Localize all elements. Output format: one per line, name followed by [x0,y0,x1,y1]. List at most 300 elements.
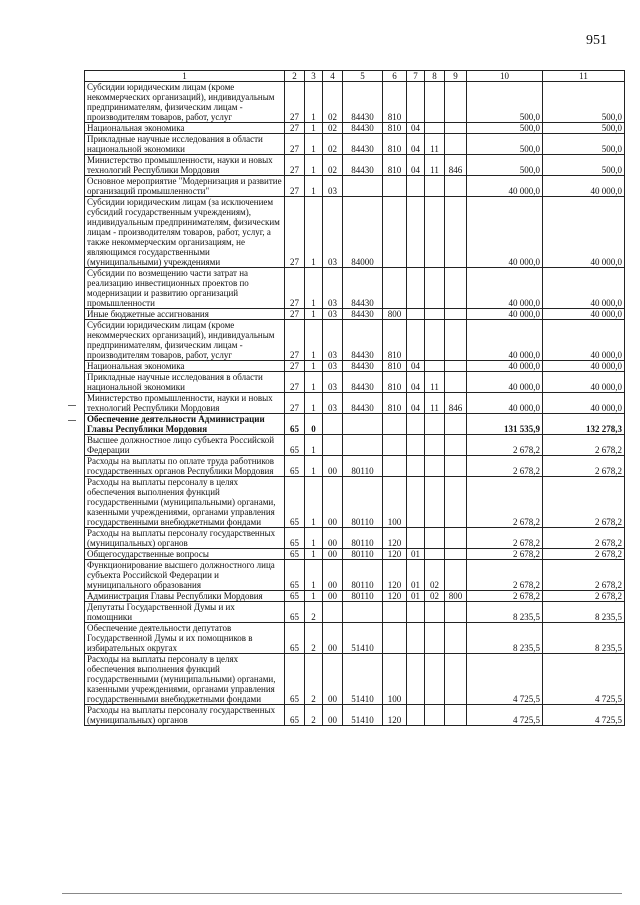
table-cell: 120 [383,549,407,560]
table-cell: 40 000,0 [467,361,543,372]
table-cell: 1 [305,82,323,123]
table-cell: 4 725,5 [467,705,543,726]
table-cell: 00 [323,705,343,726]
table-cell: 27 [285,320,305,361]
table-cell: 65 [285,477,305,528]
table-cell: 132 278,3 [543,414,625,435]
table-cell [323,414,343,435]
table-cell: 2 678,2 [467,477,543,528]
table-cell: 04 [407,372,425,393]
table-row [85,623,625,654]
table-cell: 1 [305,372,323,393]
table-cell: 2 [305,705,323,726]
table-cell: 02 [425,591,445,602]
table-cell [383,268,407,309]
row-label: Обеспечение деятельности депутатов Государственной Думы и их помощников в избирательных округах [85,623,285,654]
table-cell: 2 678,2 [543,591,625,602]
table-cell: 84430 [343,309,383,320]
table-cell: 03 [323,372,343,393]
table-cell [445,268,467,309]
row-label: Субсидии по возмещению части затрат на реализацию инвестиционных проектов по модернизации и развитию организаций промышленности [85,268,285,309]
table-cell [407,435,425,456]
table-cell: 1 [305,197,323,268]
table-row [85,372,625,393]
table-cell [407,602,425,623]
table-row [85,82,625,123]
table-cell: 120 [383,528,407,549]
table-cell: 11 [425,155,445,176]
table-cell: 27 [285,176,305,197]
table-cell [407,477,425,528]
table-row [85,477,625,528]
table-cell: 80110 [343,560,383,591]
row-label: Общегосударственные вопросы [85,549,285,560]
table-cell: 120 [383,591,407,602]
table-cell: 84430 [343,134,383,155]
table-row [85,268,625,309]
table-cell: 40 000,0 [467,197,543,268]
table-cell [407,654,425,705]
table-cell: 65 [285,623,305,654]
table-cell [407,82,425,123]
table-cell: 2 678,2 [467,591,543,602]
table-cell: 500,0 [543,134,625,155]
table-cell: 120 [383,560,407,591]
table-cell: 04 [407,361,425,372]
table-row [85,528,625,549]
margin-mark [68,405,76,406]
column-header: 4 [323,71,343,82]
table-cell [445,309,467,320]
column-header: 1 [85,71,285,82]
table-cell: 84430 [343,320,383,361]
table-cell: 00 [323,654,343,705]
table-cell: 27 [285,361,305,372]
table-cell: 27 [285,155,305,176]
row-label: Администрация Главы Республики Мордовия [85,591,285,602]
table-cell: 8 235,5 [467,623,543,654]
table-cell: 500,0 [543,82,625,123]
table-cell: 00 [323,623,343,654]
table-cell [425,435,445,456]
table-cell: 120 [383,705,407,726]
table-cell: 27 [285,393,305,414]
row-label: Субсидии юридическим лицам (кроме некоммерческих организаций), индивидуальным предпринимателям, физическим лицам - производителям товаров, работ, услуг [85,82,285,123]
table-row [85,602,625,623]
table-cell: 40 000,0 [543,197,625,268]
table-cell [445,82,467,123]
table-cell [445,528,467,549]
table-cell: 00 [323,591,343,602]
row-label: Министерство промышленности, науки и новых технологий Республики Мордовия [85,393,285,414]
table-cell: 80110 [343,477,383,528]
table-cell: 4 725,5 [543,705,625,726]
table-cell: 40 000,0 [467,309,543,320]
table-cell: 65 [285,654,305,705]
table-row [85,654,625,705]
table-cell: 01 [407,549,425,560]
table-cell: 80110 [343,549,383,560]
table-cell: 27 [285,134,305,155]
table-cell: 2 [305,623,323,654]
margin-mark [68,420,76,421]
table-cell: 810 [383,372,407,393]
table-cell: 1 [305,155,323,176]
table-cell: 04 [407,155,425,176]
table-cell: 40 000,0 [543,309,625,320]
table-cell [407,268,425,309]
table-cell: 1 [305,435,323,456]
table-cell: 80110 [343,528,383,549]
table-cell: 65 [285,560,305,591]
table-cell: 40 000,0 [467,176,543,197]
table-cell [383,176,407,197]
table-cell: 1 [305,549,323,560]
table-cell [425,602,445,623]
table-cell: 40 000,0 [543,361,625,372]
table-cell [425,623,445,654]
table-cell [383,623,407,654]
table-cell [407,176,425,197]
table-cell [445,197,467,268]
table-cell [445,705,467,726]
column-header: 9 [445,71,467,82]
table-cell: 40 000,0 [543,268,625,309]
table-cell: 40 000,0 [467,393,543,414]
table-cell: 500,0 [543,155,625,176]
table-cell [445,320,467,361]
table-cell: 810 [383,123,407,134]
table-row [85,176,625,197]
table-cell: 8 235,5 [543,602,625,623]
table-cell [445,134,467,155]
table-row [85,549,625,560]
table-cell [383,197,407,268]
table-cell [343,602,383,623]
column-header: 11 [543,71,625,82]
table-row [85,361,625,372]
table-cell: 80110 [343,591,383,602]
table-cell: 03 [323,268,343,309]
table-cell [425,456,445,477]
table-cell [407,705,425,726]
table-row [85,560,625,591]
table-cell [343,176,383,197]
table-cell: 01 [407,560,425,591]
table-cell: 810 [383,320,407,361]
table-cell: 03 [323,393,343,414]
table-cell: 40 000,0 [543,176,625,197]
row-label: Национальная экономика [85,361,285,372]
table-cell: 84430 [343,372,383,393]
table-cell [407,623,425,654]
table-cell: 11 [425,372,445,393]
table-cell [445,414,467,435]
table-cell [425,268,445,309]
table-cell: 1 [305,361,323,372]
table-cell: 65 [285,602,305,623]
table-row [85,456,625,477]
row-label: Иные бюджетные ассигнования [85,309,285,320]
table-cell: 84430 [343,155,383,176]
table-cell [407,414,425,435]
table-cell [425,477,445,528]
column-header: 3 [305,71,323,82]
column-header: 5 [343,71,383,82]
row-label: Высшее должностное лицо субъекта Российской Федерации [85,435,285,456]
table-cell: 2 678,2 [543,560,625,591]
page-number: 951 [586,33,607,48]
table-cell [425,705,445,726]
table-cell: 810 [383,134,407,155]
table-cell [425,309,445,320]
table-cell: 2 678,2 [543,435,625,456]
table-cell: 810 [383,82,407,123]
table-cell [407,197,425,268]
table-cell [407,309,425,320]
table-cell [445,372,467,393]
table-cell: 00 [323,549,343,560]
table-cell: 100 [383,654,407,705]
table-cell [445,602,467,623]
table-cell: 2 678,2 [467,549,543,560]
table-cell [383,435,407,456]
table-cell: 00 [323,528,343,549]
table-cell: 27 [285,82,305,123]
table-cell: 27 [285,268,305,309]
row-label: Обеспечение деятельности Администрации Главы Республики Мордовия [85,414,285,435]
row-label: Функционирование высшего должностного лица субъекта Российской Федерации и муниципального образования [85,560,285,591]
table-cell: 810 [383,155,407,176]
table-cell: 51410 [343,654,383,705]
table-cell: 84430 [343,268,383,309]
table-cell: 65 [285,549,305,560]
table-row [85,123,625,134]
table-cell [445,560,467,591]
table-cell: 1 [305,309,323,320]
table-cell: 27 [285,197,305,268]
table-cell [407,456,425,477]
table-cell: 27 [285,372,305,393]
table-cell [445,456,467,477]
table-cell: 80110 [343,456,383,477]
table-row [85,591,625,602]
table-cell: 04 [407,134,425,155]
table-cell: 500,0 [467,82,543,123]
table-cell: 03 [323,320,343,361]
table-row [85,320,625,361]
column-header: 7 [407,71,425,82]
table-row [85,414,625,435]
table-cell: 40 000,0 [543,372,625,393]
table-cell: 40 000,0 [467,320,543,361]
table-cell [323,602,343,623]
table-cell: 27 [285,123,305,134]
table-cell: 65 [285,591,305,602]
row-label: Расходы на выплаты персоналу в целях обеспечения выполнения функций государственными (муниципальными) органами, казенными учреждениями, органами управления государственными внебюджетными фондами [85,654,285,705]
table-cell [323,435,343,456]
table-cell: 51410 [343,705,383,726]
table-cell: 1 [305,528,323,549]
table-row [85,155,625,176]
table-cell: 1 [305,134,323,155]
table-cell: 03 [323,361,343,372]
table-cell [425,549,445,560]
table-cell: 2 678,2 [467,528,543,549]
row-label: Прикладные научные исследования в области национальной экономики [85,134,285,155]
table-cell [425,176,445,197]
column-header: 8 [425,71,445,82]
table-cell: 84430 [343,393,383,414]
table-row [85,309,625,320]
table-cell: 8 235,5 [543,623,625,654]
table-cell: 40 000,0 [543,320,625,361]
table-cell: 1 [305,591,323,602]
table-cell: 0 [305,414,323,435]
table-cell [445,623,467,654]
table-cell: 846 [445,155,467,176]
table-cell [425,320,445,361]
row-label: Субсидии юридическим лицам (за исключением субсидий государственным учреждениям), индивидуальным предпринимателям, физическим лицам - производителям товаров, работ, услуг, а также некоммерческим организациям, не являющимся государственными (муниципальными) учреждениями [85,197,285,268]
table-row [85,705,625,726]
table-cell [445,549,467,560]
row-label: Субсидии юридическим лицам (кроме некоммерческих организаций), индивидуальным предпринимателям, физическим лицам - производителям товаров, работ, услуг [85,320,285,361]
table-cell: 131 535,9 [467,414,543,435]
table-cell: 11 [425,393,445,414]
table-cell: 00 [323,560,343,591]
table-cell: 03 [323,309,343,320]
table-cell: 02 [323,134,343,155]
table-cell: 65 [285,414,305,435]
budget-table [84,70,625,726]
table-row [85,134,625,155]
table-cell: 500,0 [467,155,543,176]
table-cell: 11 [425,134,445,155]
row-label: Расходы на выплаты персоналу государственных (муниципальных) органов [85,528,285,549]
table-cell: 02 [425,560,445,591]
table-cell: 2 678,2 [467,560,543,591]
column-header: 10 [467,71,543,82]
table-cell: 04 [407,123,425,134]
table-cell: 00 [323,456,343,477]
table-cell [343,435,383,456]
table-cell [383,602,407,623]
table-cell: 03 [323,197,343,268]
table-cell [425,654,445,705]
table-cell: 84430 [343,361,383,372]
table-cell: 1 [305,560,323,591]
table-cell: 1 [305,456,323,477]
table-cell [425,361,445,372]
table-cell: 65 [285,456,305,477]
table-cell: 2 [305,654,323,705]
table-cell: 02 [323,82,343,123]
row-label: Национальная экономика [85,123,285,134]
table-cell: 65 [285,435,305,456]
table-row [85,435,625,456]
table-cell: 65 [285,528,305,549]
row-label: Расходы на выплаты по оплате труда работников государственных органов Республики Мордовия [85,456,285,477]
header-row [85,71,625,82]
table-cell: 84430 [343,123,383,134]
table-cell [445,654,467,705]
table-cell: 51410 [343,623,383,654]
table-cell: 810 [383,393,407,414]
table-cell: 2 678,2 [543,549,625,560]
table-cell: 65 [285,705,305,726]
table-cell [407,528,425,549]
table-cell [407,320,425,361]
table-cell [343,414,383,435]
table-cell: 1 [305,477,323,528]
table-cell: 01 [407,591,425,602]
table-cell: 40 000,0 [467,372,543,393]
table-cell [445,477,467,528]
table-cell: 4 725,5 [543,654,625,705]
row-label: Расходы на выплаты персоналу в целях обеспечения выполнения функций государственными (муниципальными) органами, казенными учреждениями, органами управления государственными внебюджетными фондами [85,477,285,528]
table-cell [425,123,445,134]
table-cell [383,456,407,477]
table-cell: 03 [323,176,343,197]
table-cell: 4 725,5 [467,654,543,705]
table-cell: 2 678,2 [543,456,625,477]
table-cell: 8 235,5 [467,602,543,623]
table-cell: 500,0 [467,123,543,134]
table-cell [425,528,445,549]
table-cell: 1 [305,320,323,361]
table-cell: 500,0 [467,134,543,155]
table-cell: 1 [305,268,323,309]
table-cell: 84430 [343,82,383,123]
table-cell [445,435,467,456]
table-cell: 04 [407,393,425,414]
column-header: 6 [383,71,407,82]
table-cell: 2 [305,602,323,623]
table-cell: 02 [323,123,343,134]
table-cell: 40 000,0 [543,393,625,414]
table-cell: 2 678,2 [467,456,543,477]
table-cell [425,197,445,268]
row-label: Прикладные научные исследования в области национальной экономики [85,372,285,393]
table-cell: 00 [323,477,343,528]
table-cell [425,414,445,435]
table-cell: 800 [383,309,407,320]
page-bottom-line [62,893,622,894]
table-cell: 810 [383,361,407,372]
table-cell: 02 [323,155,343,176]
row-label: Депутаты Государственной Думы и их помощники [85,602,285,623]
table-cell: 500,0 [543,123,625,134]
table-cell: 100 [383,477,407,528]
table-cell: 1 [305,393,323,414]
table-cell: 2 678,2 [543,477,625,528]
table-cell [445,361,467,372]
table-cell: 40 000,0 [467,268,543,309]
table-cell [445,176,467,197]
table-cell [425,82,445,123]
table-cell [383,414,407,435]
table-row [85,197,625,268]
table-body [85,82,625,726]
table-cell: 27 [285,309,305,320]
row-label: Основное мероприятие "Модернизация и развитие организаций промышленности" [85,176,285,197]
table-cell: 2 678,2 [543,528,625,549]
table-cell: 2 678,2 [467,435,543,456]
table-cell: 84000 [343,197,383,268]
table-cell: 1 [305,176,323,197]
table-cell: 800 [445,591,467,602]
column-header: 2 [285,71,305,82]
